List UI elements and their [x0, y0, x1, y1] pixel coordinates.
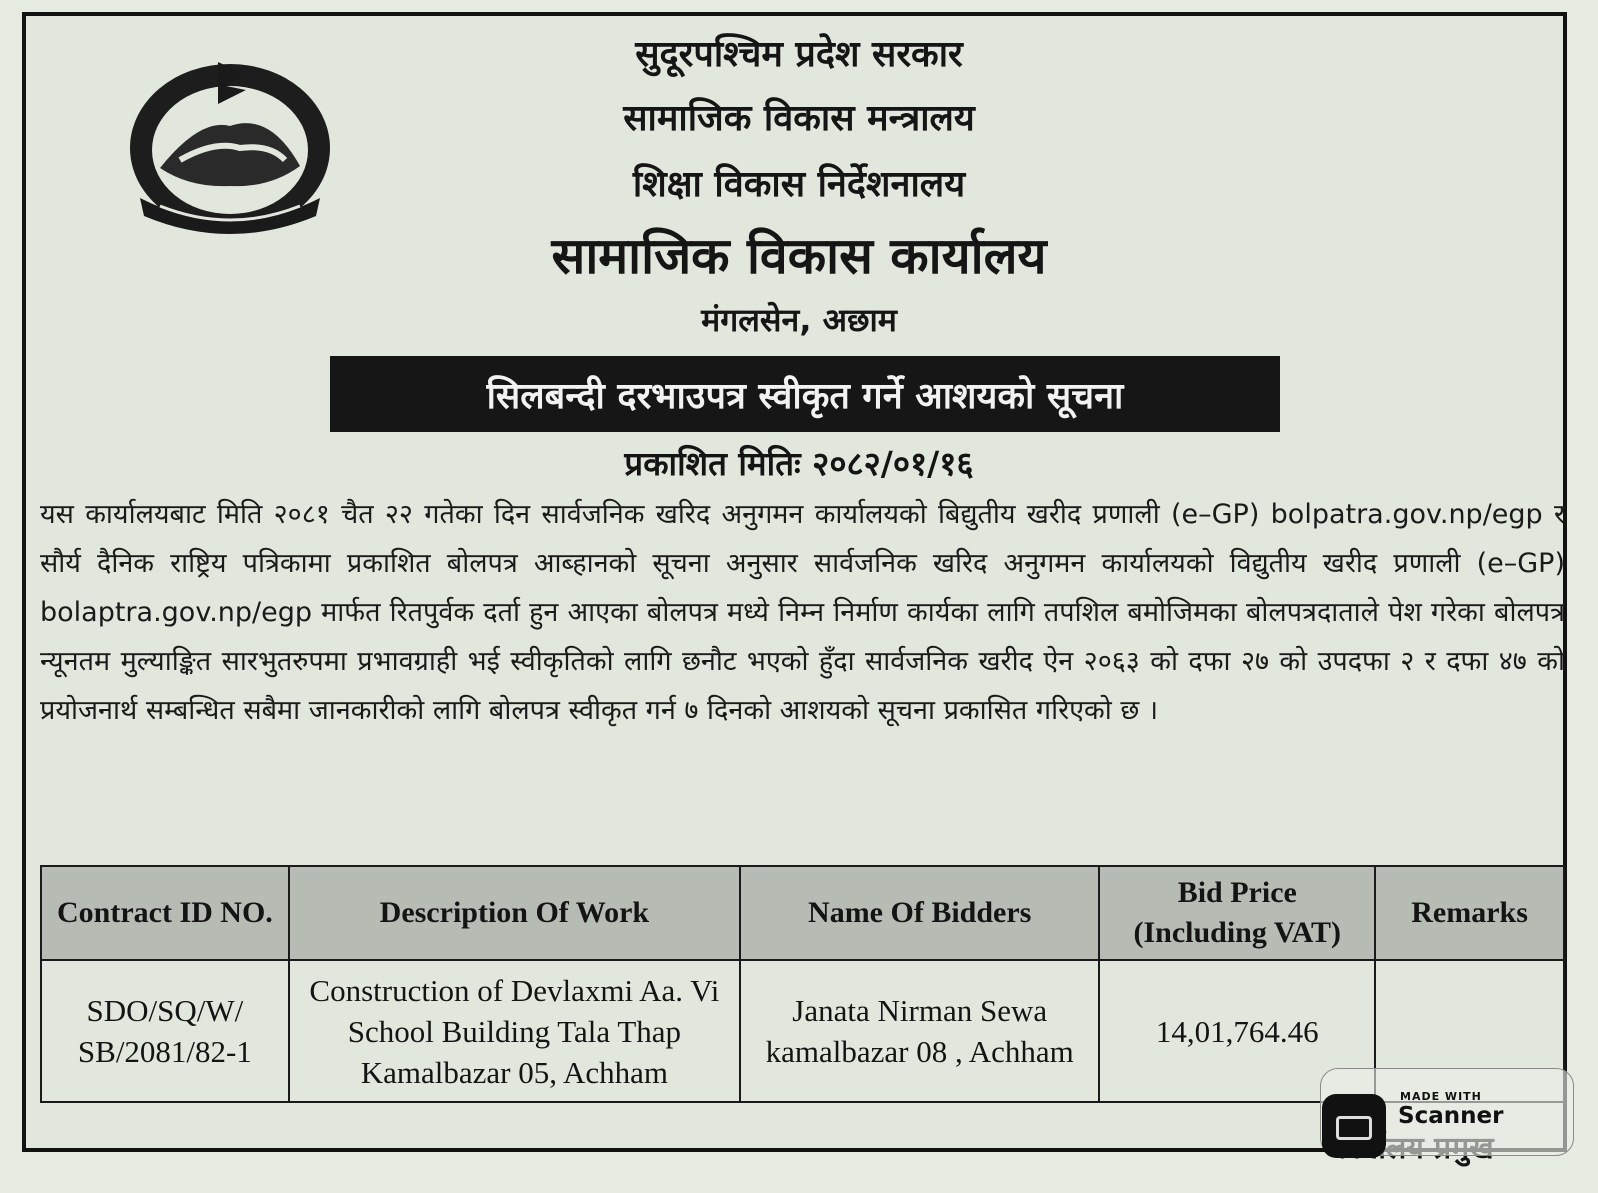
header-contract-id: Contract ID NO. [41, 866, 289, 960]
cell-bidder: Janata Nirman Sewa kamalbazar 08 , Achham [740, 960, 1099, 1102]
watermark-small-text: MADE WITH [1400, 1090, 1482, 1103]
cell-contract-id: SDO/SQ/W/ SB/2081/82-1 [41, 960, 289, 1102]
notice-banner: सिलबन्दी दरभाउपत्र स्वीकृत गर्ने आशयको सूचना [330, 356, 1280, 432]
header-price: Bid Price (Including VAT) [1099, 866, 1375, 960]
header-description: Description Of Work [289, 866, 740, 960]
published-date: प्रकाशित मितिः २०८२/०१/१६ [624, 444, 974, 483]
cell-description: Construction of Devlaxmi Aa. Vi School Building Tala Thap Kamalbazar 05, Achham [289, 960, 740, 1102]
watermark-big-text: Scanner [1398, 1103, 1504, 1129]
notice-body: यस कार्यालयबाट मिति २०८१ चैत २२ गतेका दिन सार्वजनिक खरिद अनुगमन कार्यालयको बिद्युतीय खरीद प्रणाली (e–GP) bolpatra.gov.np/egp र सौर्य दैनिक राष्ट्रिय पत्रिकामा प्रकाशित बोलपत्र आब्हानको सूचना अनुसार सार्वजनिक खरिद अनुगमन कार्यालयको विद्युतीय खरीद प्रणाली (e–GP) bolaptra.gov.np/egp मार्फत रितपुर्वक दर्ता हुन आएका बोलपत्र मध्ये निम्न निर्माण कार्यका लागि तपशिल बमोजिमका बोलपत्रदाताले पेश गरेका बोलपत्र न्यूनतम मुल्याङ्कित सारभुतरुपमा प्रभावग्राही भई स्वीकृतिको लागि छनौट भएको हुँदा सार्वजनिक खरीद ऐन २०६३ को दफा २७ को उपदफा २ र दफा ४७ को प्रयोजनार्थ सम्बन्धित सबैमा जानकारीको लागि बोलपत्र स्वीकृत गर्न ७ दिनको आशयको सूचना प्रकासित गरिएको छ । [40, 499, 1565, 726]
header-remarks: Remarks [1375, 866, 1564, 960]
office-title: सामाजिक विकास कार्यालय [551, 227, 1047, 285]
govt-title: सुदूरपश्चिम प्रदेश सरकार [635, 34, 963, 75]
directorate-title: शिक्षा विकास निर्देशनालय [632, 164, 966, 205]
table-header-row [41, 866, 1564, 960]
ministry-title: सामाजिक विकास मन्त्रालय [623, 98, 975, 139]
cell-price: 14,01,764.46 [1099, 960, 1375, 1102]
scanner-app-icon [1322, 1094, 1386, 1158]
header-bidder: Name Of Bidders [740, 866, 1099, 960]
office-location: मंगलसेन, अछाम [701, 301, 897, 339]
